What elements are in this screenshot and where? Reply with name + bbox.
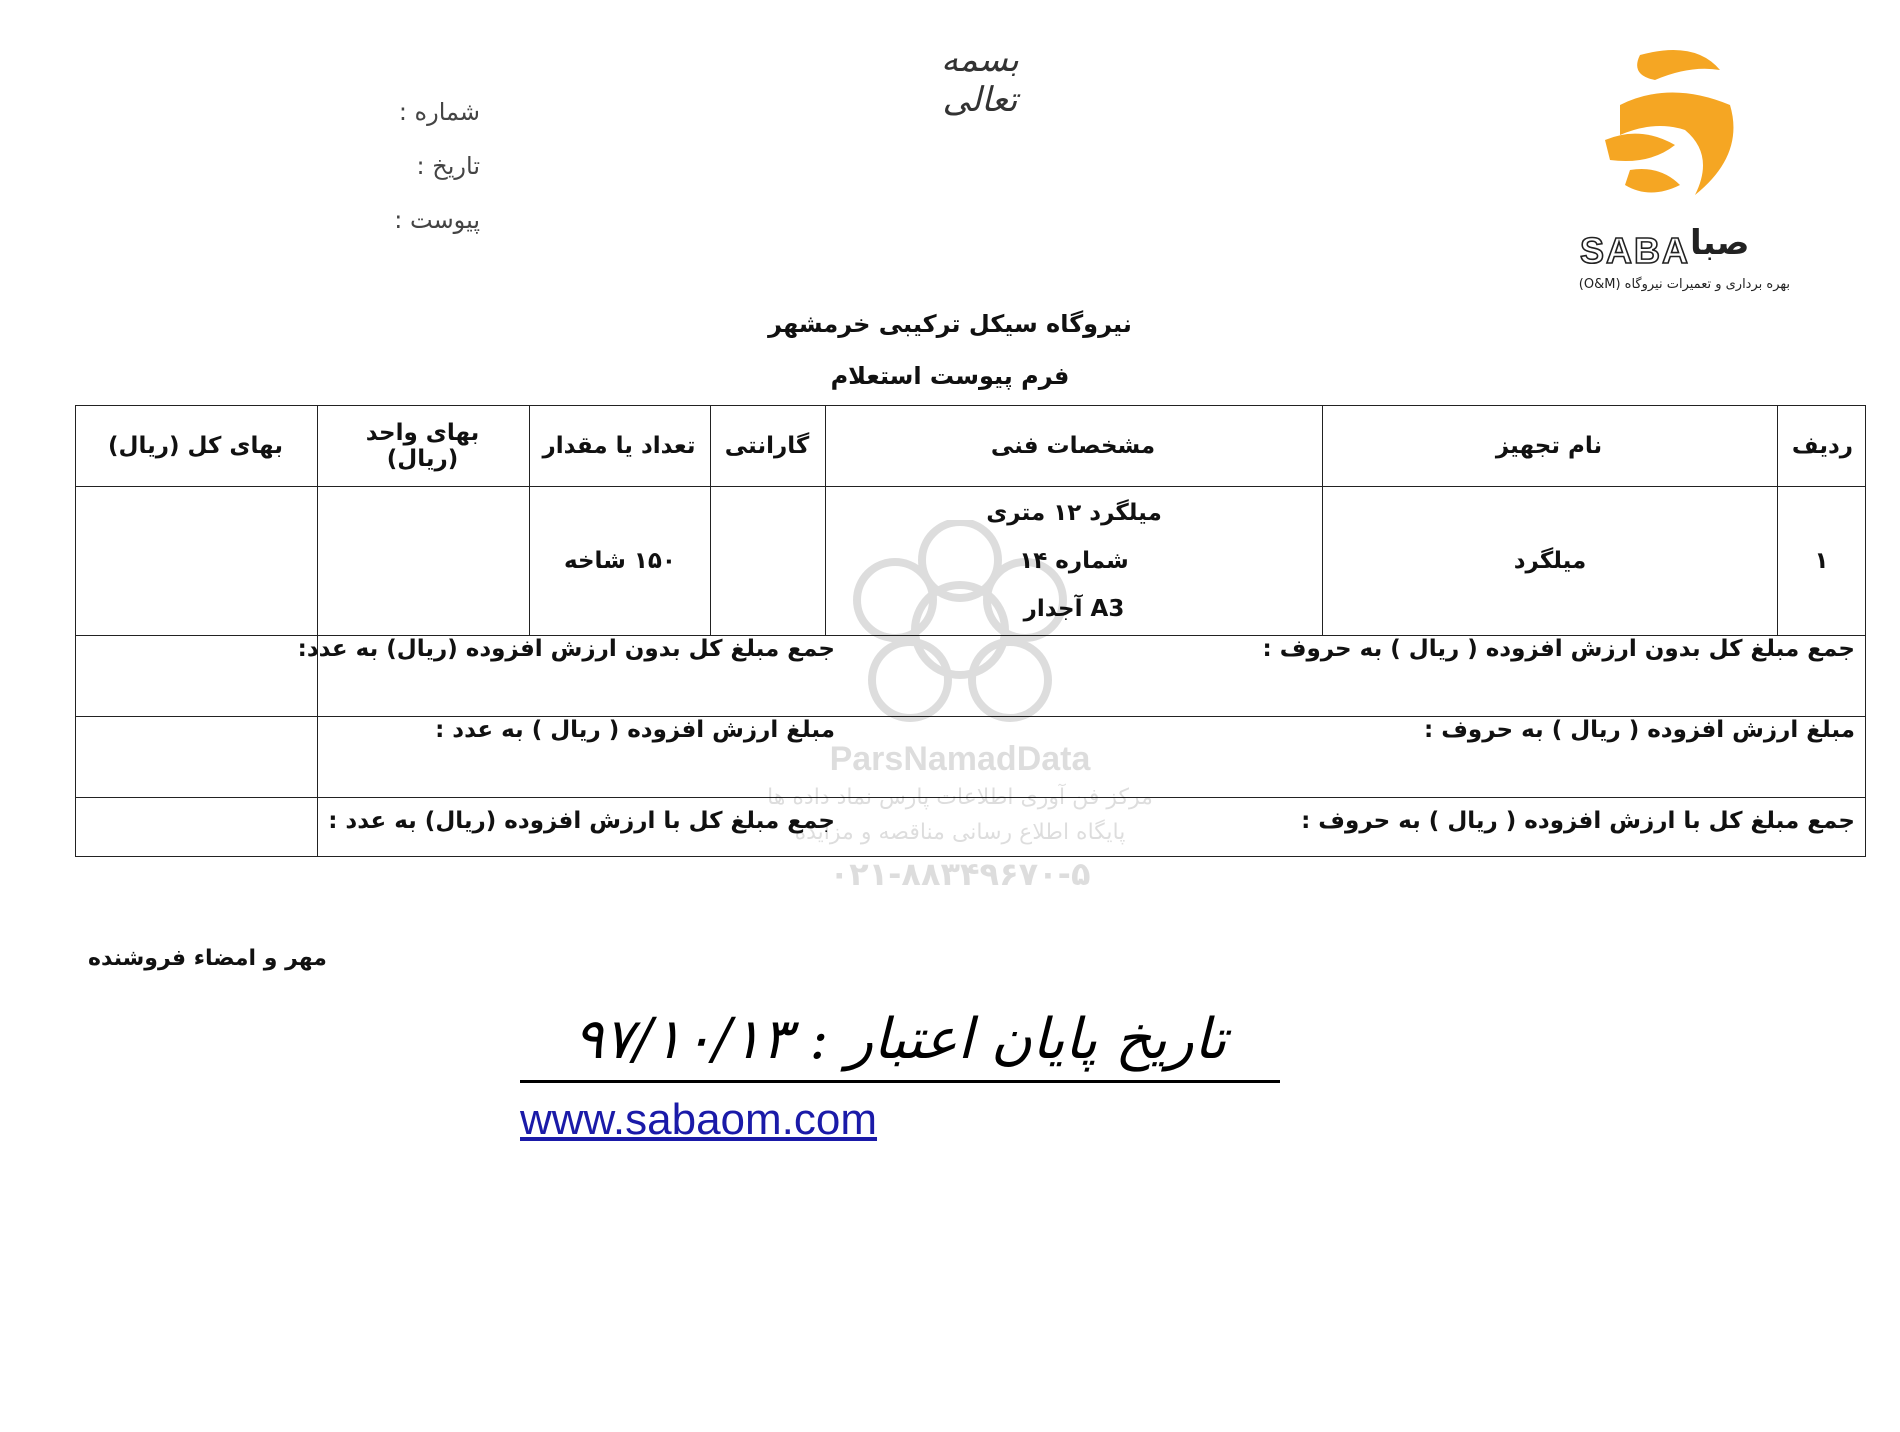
header-equipment: نام تجهیز (1323, 406, 1778, 487)
logo-persian-text: صبا (1690, 223, 1750, 263)
summary-number-label: جمع مبلغ کل بدون ارزش افزوده (ریال) به عدد: (297, 636, 835, 662)
meta-date-label: تاریخ : (416, 152, 480, 180)
spec-line: A3 آجدار (1023, 596, 1125, 622)
cell-warranty[interactable] (711, 487, 826, 636)
watermark-line2: پایگاه اطلاع رسانی مناقصه و مزایده (794, 820, 1126, 845)
table-row (76, 487, 1866, 636)
header-warranty: گارانتی (711, 406, 826, 487)
expiry-date: تاریخ پایان اعتبار : ۹۷/۱۰/۱۳ (520, 1005, 1280, 1083)
header-specs: مشخصات فنی (826, 406, 1323, 487)
saba-logo-icon (1600, 45, 1750, 215)
cell-total-price[interactable] (76, 487, 318, 636)
summary-number-label: جمع مبلغ کل با ارزش افزوده (ریال) به عدد : (328, 808, 835, 834)
summary-cell (297, 636, 1866, 717)
header-qty: تعداد یا مقدار (530, 406, 711, 487)
cell-unit-price[interactable] (318, 487, 530, 636)
summary-cell (318, 717, 1866, 798)
form-title: فرم پیوست استعلام (830, 362, 1070, 390)
logo-subtitle: بهره برداری و تعمیرات نیروگاه (O&M) (1578, 277, 1790, 292)
summary-row-vat (76, 717, 1866, 798)
logo-latin-text: SABA (1580, 230, 1691, 271)
bismillah-heading: بسمه تعالی (941, 40, 1019, 120)
summary-value-cell[interactable] (76, 798, 318, 857)
cell-qty: ۱۵۰ شاخه (530, 487, 711, 636)
summary-cell (318, 798, 1866, 857)
cell-specs (826, 487, 1323, 636)
table-header-row (76, 406, 1866, 487)
header-row-no: ردیف (1778, 406, 1866, 487)
spec-line: میلگرد ۱۲ متری (986, 500, 1162, 526)
summary-value-cell[interactable] (76, 636, 318, 717)
summary-row-with-vat (76, 798, 1866, 857)
plant-title: نیروگاه سیکل ترکیبی خرمشهر (768, 310, 1132, 338)
summary-words-label: جمع مبلغ کل بدون ارزش افزوده ( ریال ) به حروف : (1262, 636, 1855, 662)
summary-words-label: مبلغ ارزش افزوده ( ریال ) به حروف : (1424, 717, 1855, 743)
header-total-price: بهای کل (ریال) (76, 406, 318, 487)
website-link[interactable]: www.sabaom.com (520, 1095, 878, 1144)
summary-value-cell[interactable] (76, 717, 318, 798)
seller-seal-label: مهر و امضاء فروشنده (88, 946, 327, 971)
inquiry-table (75, 405, 1866, 857)
summary-number-label: مبلغ ارزش افزوده ( ریال ) به عدد : (435, 717, 835, 743)
watermark-name: ParsNamadData (829, 740, 1091, 778)
cell-equipment: میلگرد (1323, 487, 1778, 636)
summary-row-no-vat (76, 636, 1866, 717)
header-unit-price: بهای واحد (ریال) (318, 406, 530, 487)
meta-attachment-label: پیوست : (394, 206, 480, 234)
cell-row-no: ۱ (1778, 487, 1866, 636)
summary-words-label: جمع مبلغ کل با ارزش افزوده ( ریال ) به حروف : (1301, 808, 1855, 834)
watermark-phone: ۰۲۱-۸۸۳۴۹۶۷۰-۵ (829, 855, 1091, 893)
saba-logo (1560, 45, 1790, 305)
letter-meta (320, 95, 480, 257)
spec-line: شماره ۱۴ (1019, 548, 1129, 574)
meta-number-label: شماره : (398, 98, 480, 126)
watermark-line1: مرکز فن آوری اطلاعات پارس نماد داده ها (767, 785, 1153, 810)
